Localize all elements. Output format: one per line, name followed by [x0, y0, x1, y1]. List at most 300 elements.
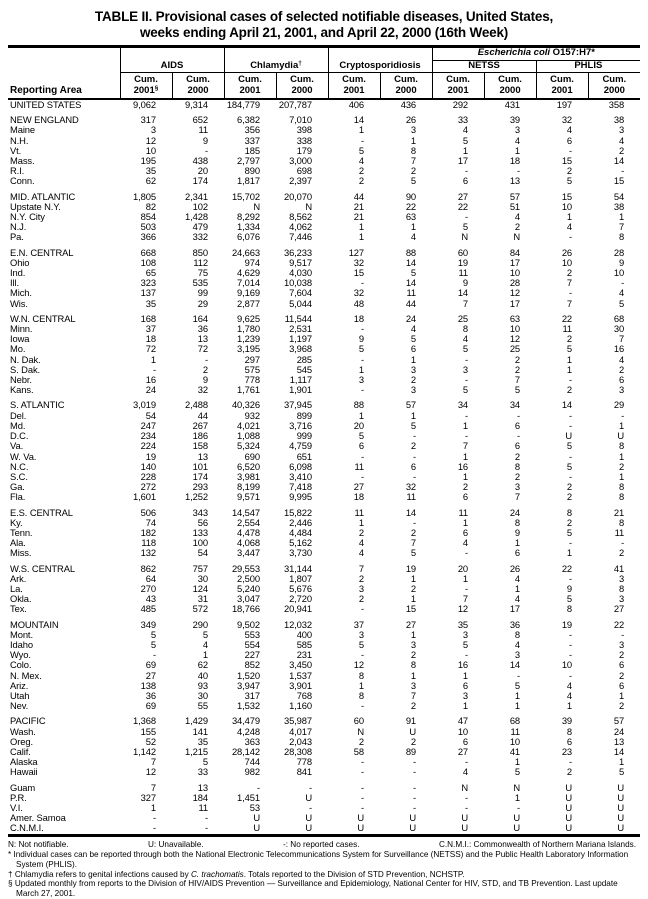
value-cell: 10: [561, 660, 573, 671]
value-cell: 10: [561, 257, 573, 268]
reporting-area-cell: Tex.: [10, 604, 27, 615]
value-cell: 8: [514, 517, 521, 528]
value-cell: 8: [514, 629, 521, 640]
value-cell: U: [461, 813, 469, 824]
table-row: [8, 671, 640, 681]
reporting-area-cell: Ark.: [10, 573, 27, 584]
table-row: [8, 640, 640, 650]
value-cell: -: [621, 166, 625, 177]
value-cell: N: [305, 201, 313, 212]
value-cell: 44: [353, 190, 365, 202]
value-cell: 9,995: [289, 492, 313, 503]
value-cell: 29,553: [231, 562, 261, 574]
value-cell: 7: [514, 375, 521, 386]
value-cell: 768: [296, 690, 313, 701]
value-cell: 5: [410, 420, 417, 431]
value-cell: 6: [410, 344, 417, 355]
value-cell: 20: [197, 166, 209, 177]
value-cell: 338: [296, 135, 313, 146]
reporting-area-cell: Amer. Samoa: [10, 813, 66, 824]
value-cell: -: [465, 375, 469, 386]
value-cell: 854: [140, 212, 156, 223]
value-cell: 12: [509, 288, 521, 299]
value-cell: 7: [566, 298, 573, 309]
value-cell: 1,532: [237, 701, 261, 712]
reporting-area-cell: P.R.: [10, 792, 27, 803]
reporting-area-cell: N.H.: [10, 135, 29, 146]
value-cell: 5: [410, 548, 417, 559]
value-cell: -: [361, 701, 365, 712]
table-row: [8, 747, 640, 757]
value-cell: U: [617, 813, 625, 824]
value-cell: 179: [296, 145, 313, 156]
legend-cnmi: C.N.M.I.: Commonwealth of Northern Mariana Islands.: [438, 839, 636, 849]
value-cell: 4: [514, 594, 521, 605]
value-cell: 182: [140, 527, 156, 538]
value-cell: 1: [358, 232, 365, 243]
reporting-area-cell: C.N.M.I.: [10, 823, 44, 834]
value-cell: 9: [514, 527, 521, 538]
value-cell: 778: [244, 375, 261, 386]
value-cell: 1: [618, 420, 625, 431]
table-row: [8, 431, 640, 441]
value-cell: 5: [410, 334, 417, 345]
value-cell: 13: [197, 781, 209, 793]
value-cell: U: [513, 823, 521, 834]
value-cell: 503: [140, 222, 156, 233]
value-cell: 32: [561, 114, 573, 126]
reporting-area-cell: Fla.: [10, 492, 26, 503]
value-cell: 6: [566, 736, 573, 747]
value-cell: 1,761: [237, 385, 261, 396]
value-cell: 8: [566, 506, 573, 518]
reporting-area-cell: N.J.: [10, 222, 27, 233]
value-cell: 4: [618, 288, 625, 299]
value-cell: 68: [509, 715, 521, 727]
value-cell: 14: [405, 257, 417, 268]
table-row: [8, 232, 640, 242]
value-cell: 1: [514, 757, 521, 768]
value-cell: -: [621, 629, 625, 640]
col-header-phlis-cum-2001: Cum. 2001: [536, 73, 588, 100]
value-cell: 1,537: [289, 670, 313, 681]
value-cell: 323: [140, 278, 156, 289]
table-row: [8, 727, 640, 737]
value-cell: 1,780: [237, 324, 261, 335]
value-cell: 1: [410, 354, 417, 365]
value-cell: 8,292: [237, 212, 261, 223]
value-cell: 327: [140, 792, 156, 803]
cryptosporidiosis-label: Cryptosporidiosis: [339, 59, 421, 71]
value-cell: 34: [457, 399, 469, 411]
reporting-area-cell: Idaho: [10, 639, 33, 650]
value-cell: 2,500: [237, 573, 261, 584]
table-row: [8, 309, 640, 324]
col-header-netss-cum-2001: Cum. 2001: [432, 73, 484, 100]
value-cell: 12: [457, 604, 469, 615]
table-row: [8, 650, 640, 660]
value-cell: 8: [358, 690, 365, 701]
reporting-area-cell: D.C.: [10, 431, 29, 442]
value-cell: 11: [510, 726, 521, 737]
value-cell: 41: [613, 562, 625, 574]
value-cell: 4: [566, 222, 573, 233]
value-cell: 174: [192, 471, 209, 482]
value-cell: 141: [192, 726, 209, 737]
value-cell: 20: [353, 420, 365, 431]
value-cell: 90: [405, 190, 417, 202]
value-cell: 4: [566, 125, 573, 136]
value-cell: 9,517: [289, 257, 313, 268]
value-cell: 11: [198, 803, 209, 813]
value-cell: 1: [410, 573, 417, 584]
value-cell: 15: [353, 268, 365, 279]
table-row: [8, 136, 640, 146]
value-cell: 2: [566, 334, 573, 345]
header-row-groups: [8, 47, 640, 61]
value-cell: U: [305, 823, 313, 834]
value-cell: 247: [140, 420, 156, 431]
value-cell: 356: [244, 125, 261, 136]
value-cell: 4: [358, 156, 365, 167]
value-cell: 7: [462, 298, 469, 309]
value-cell: 585: [296, 639, 313, 650]
reporting-area-cell: Mont.: [10, 629, 33, 640]
value-cell: 69: [145, 660, 156, 671]
value-cell: 8: [566, 604, 573, 615]
reporting-area-cell: UNITED STATES: [10, 99, 82, 110]
col-group-cryptosporidiosis: [328, 47, 432, 73]
value-cell: -: [569, 288, 573, 299]
value-cell: 358: [608, 99, 625, 110]
value-cell: 554: [244, 639, 261, 650]
value-cell: 1,197: [289, 334, 313, 345]
reporting-area-cell: Conn.: [10, 176, 35, 187]
value-cell: 32: [353, 288, 365, 299]
value-cell: 1,160: [289, 701, 313, 712]
value-cell: 35: [145, 298, 156, 309]
value-cell: 5: [358, 145, 365, 156]
value-cell: 6: [462, 492, 469, 503]
value-cell: 3,981: [237, 471, 261, 482]
value-cell: 88: [405, 246, 417, 258]
chlamydia-footnote-mark: †: [298, 59, 302, 67]
value-cell: 3,195: [237, 344, 261, 355]
value-cell: 18,766: [231, 604, 261, 615]
value-cell: 54: [197, 548, 209, 559]
value-cell: 6: [566, 135, 573, 146]
value-cell: 5: [150, 629, 156, 640]
value-cell: 37,945: [283, 399, 313, 411]
value-cell: 668: [140, 246, 156, 258]
col-header-chlamydia-cum-2001: Cum. 2001: [224, 73, 276, 100]
value-cell: N: [461, 232, 469, 243]
reporting-area-cell: W.N. CENTRAL: [10, 312, 76, 324]
value-cell: 47: [457, 715, 469, 727]
value-cell: 2: [410, 527, 417, 538]
value-cell: U: [357, 823, 365, 834]
value-cell: 75: [197, 268, 209, 279]
value-cell: -: [569, 420, 573, 431]
value-cell: U: [565, 781, 573, 793]
value-cell: -: [465, 757, 469, 768]
value-cell: 4: [410, 324, 417, 335]
value-cell: 1,117: [289, 375, 313, 386]
value-cell: 101: [192, 461, 209, 472]
table-row: [8, 701, 640, 711]
value-cell: -: [413, 803, 417, 813]
reporting-area-cell: V.I.: [10, 803, 23, 813]
footnote-section: § Updated monthly from reports to the Division of HIV/AIDS Prevention — Surveillance and Epidemiology, National Center for HIV, STD, and TB Prevention. Last update March 27, 2001.: [8, 879, 618, 899]
value-cell: -: [361, 803, 365, 813]
value-cell: 317: [244, 690, 261, 701]
value-cell: U: [409, 813, 417, 824]
value-cell: 5: [566, 594, 573, 605]
value-cell: 19: [457, 257, 469, 268]
value-cell: 2: [410, 736, 417, 747]
value-cell: 15: [561, 190, 573, 202]
value-cell: 185: [244, 145, 261, 156]
value-cell: 3: [410, 364, 417, 375]
value-cell: 127: [348, 246, 365, 258]
value-cell: 11: [198, 125, 209, 136]
value-cell: 1,429: [185, 715, 209, 727]
value-cell: 9: [566, 583, 573, 594]
value-cell: 3,947: [237, 680, 261, 691]
value-cell: 400: [296, 629, 313, 640]
value-cell: -: [413, 431, 417, 442]
value-cell: 10: [145, 145, 156, 156]
value-cell: 138: [140, 680, 156, 691]
value-cell: 5,324: [237, 441, 261, 452]
value-cell: 6,098: [289, 461, 313, 472]
value-cell: 34: [509, 399, 521, 411]
table-row: [8, 630, 640, 640]
value-cell: 982: [244, 767, 261, 778]
col-group-aids: [120, 47, 224, 73]
value-cell: -: [465, 431, 469, 442]
value-cell: 6: [514, 420, 521, 431]
value-cell: 1: [358, 517, 365, 528]
value-cell: -: [517, 670, 521, 681]
table-row: [8, 258, 640, 268]
table-row: [8, 324, 640, 334]
value-cell: -: [204, 145, 209, 156]
value-cell: 2: [514, 364, 521, 375]
value-cell: 7: [514, 492, 521, 503]
value-cell: 1: [566, 354, 573, 365]
value-cell: 1,239: [237, 334, 261, 345]
reporting-area-cell: Utah: [10, 690, 30, 701]
value-cell: -: [204, 354, 209, 365]
value-cell: 5,676: [289, 583, 313, 594]
value-cell: 91: [405, 715, 417, 727]
value-cell: 10: [561, 201, 573, 212]
value-cell: 1: [566, 548, 573, 559]
value-cell: 140: [140, 461, 156, 472]
value-cell: 54: [613, 190, 625, 202]
table-row: [8, 411, 640, 421]
value-cell: -: [204, 813, 209, 824]
table-row: [8, 452, 640, 462]
value-cell: -: [569, 573, 573, 584]
value-cell: 1,805: [133, 190, 156, 202]
value-cell: 272: [140, 482, 156, 493]
value-cell: U: [565, 803, 573, 813]
value-cell: 19: [561, 618, 573, 630]
value-cell: 7: [150, 781, 156, 793]
value-cell: -: [465, 354, 469, 365]
value-cell: 27: [457, 746, 469, 757]
value-cell: 4: [358, 538, 365, 549]
value-cell: U: [617, 431, 625, 442]
value-cell: 841: [296, 767, 313, 778]
value-cell: 6: [462, 527, 469, 538]
value-cell: -: [413, 451, 417, 462]
value-cell: U: [409, 823, 417, 834]
value-cell: 5: [202, 629, 209, 640]
value-cell: 3: [618, 385, 625, 396]
value-cell: 4: [514, 135, 521, 146]
value-cell: U: [565, 823, 573, 834]
reporting-area-cell: Mich.: [10, 288, 32, 299]
footnote-asterisk: * Individual cases can be reported through both the National Electronic Telecommunications System for Surveillance (NETSS) and the Public Health Laboratory Information System (PHLIS).: [8, 850, 629, 870]
aids-2001-footnote-mark: §: [154, 84, 159, 92]
reporting-area-cell: R.I.: [10, 166, 25, 177]
reporting-area-cell: Hawaii: [10, 767, 38, 778]
value-cell: U: [617, 823, 625, 834]
reporting-area-cell: Vt.: [10, 145, 22, 156]
value-cell: 24: [509, 506, 521, 518]
value-cell: 227: [244, 650, 261, 661]
reporting-area-cell: N.Y. City: [10, 212, 45, 223]
value-cell: 8: [618, 492, 625, 503]
value-cell: 4: [566, 680, 573, 691]
value-cell: 2: [618, 548, 625, 559]
value-cell: 8: [618, 583, 625, 594]
reporting-area-cell: Pa.: [10, 232, 24, 243]
value-cell: 8: [618, 232, 625, 243]
value-cell: N: [461, 781, 469, 793]
table-row: [8, 681, 640, 691]
value-cell: 5: [566, 441, 573, 452]
value-cell: -: [413, 757, 417, 768]
value-cell: 14: [509, 660, 521, 671]
value-cell: 4,484: [289, 527, 313, 538]
value-cell: 5,044: [289, 298, 313, 309]
value-cell: -: [361, 324, 365, 335]
col-header-aids-cum-2001: Cum. 2001§: [120, 73, 172, 100]
value-cell: 10: [509, 268, 521, 279]
notifiable-diseases-table: [8, 45, 640, 837]
reporting-area-cell: Colo.: [10, 660, 32, 671]
value-cell: 2: [410, 441, 417, 452]
value-cell: N: [357, 726, 365, 737]
value-cell: 575: [244, 364, 261, 375]
value-cell: 62: [197, 660, 209, 671]
value-cell: 195: [140, 156, 156, 167]
value-cell: 1,334: [237, 222, 261, 233]
value-cell: 1,368: [133, 715, 156, 727]
value-cell: 6: [462, 736, 469, 747]
table-title: [8, 9, 640, 40]
value-cell: 9,062: [133, 99, 156, 110]
value-cell: 27: [613, 604, 625, 615]
reporting-area-cell: NEW ENGLAND: [10, 114, 79, 126]
value-cell: 7: [410, 156, 417, 167]
value-cell: 651: [296, 451, 313, 462]
value-cell: -: [152, 813, 156, 824]
value-cell: 11: [562, 324, 573, 335]
value-cell: 3: [618, 125, 625, 136]
table-row: [8, 518, 640, 528]
table-row: [8, 156, 640, 166]
value-cell: 102: [192, 201, 209, 212]
value-cell: 2,720: [289, 594, 313, 605]
value-cell: 32: [353, 257, 365, 268]
table-row: [8, 778, 640, 793]
reporting-area-cell: Okla.: [10, 594, 32, 605]
reporting-area-cell: PACIFIC: [10, 715, 46, 727]
value-cell: U: [461, 823, 469, 834]
value-cell: 40,326: [231, 399, 261, 411]
value-cell: 23: [561, 746, 573, 757]
reporting-area-cell: Upstate N.Y.: [10, 201, 61, 212]
value-cell: 6: [410, 461, 417, 472]
reporting-area-cell: Calif.: [10, 746, 31, 757]
value-cell: 132: [140, 548, 156, 559]
value-cell: -: [361, 451, 365, 462]
value-cell: 1,088: [237, 431, 261, 442]
value-cell: 744: [244, 757, 261, 768]
value-cell: 164: [192, 312, 209, 324]
table-row: [8, 202, 640, 212]
table-row: [8, 421, 640, 431]
value-cell: 862: [140, 562, 156, 574]
value-cell: 3: [358, 375, 365, 386]
value-cell: 197: [556, 99, 573, 110]
table-row: [8, 503, 640, 518]
table-row: [8, 441, 640, 451]
value-cell: 14: [613, 746, 625, 757]
table-row: [8, 278, 640, 288]
value-cell: 1: [358, 410, 365, 421]
value-cell: 3,019: [133, 399, 156, 411]
value-cell: 999: [296, 431, 313, 442]
value-cell: 3: [410, 639, 417, 650]
value-cell: -: [413, 767, 417, 778]
table-row: [8, 737, 640, 747]
value-cell: 553: [244, 629, 261, 640]
table-row: [8, 757, 640, 767]
reporting-area-cell: Minn.: [10, 324, 33, 335]
value-cell: 6: [358, 441, 365, 452]
value-cell: 26: [509, 562, 521, 574]
value-cell: 231: [296, 650, 313, 661]
value-cell: 8: [514, 461, 521, 472]
value-cell: 19: [145, 451, 156, 462]
value-cell: 11: [406, 288, 417, 299]
col-group-ecoli: [432, 47, 640, 61]
value-cell: 31,144: [283, 562, 313, 574]
value-cell: 22: [457, 201, 469, 212]
table-row: [8, 559, 640, 574]
value-cell: 35: [145, 166, 156, 177]
legend-unavailable: U: Unavailable.: [148, 839, 204, 849]
value-cell: 2: [410, 375, 417, 386]
value-cell: 5,162: [289, 538, 313, 549]
value-cell: 3: [618, 573, 625, 584]
